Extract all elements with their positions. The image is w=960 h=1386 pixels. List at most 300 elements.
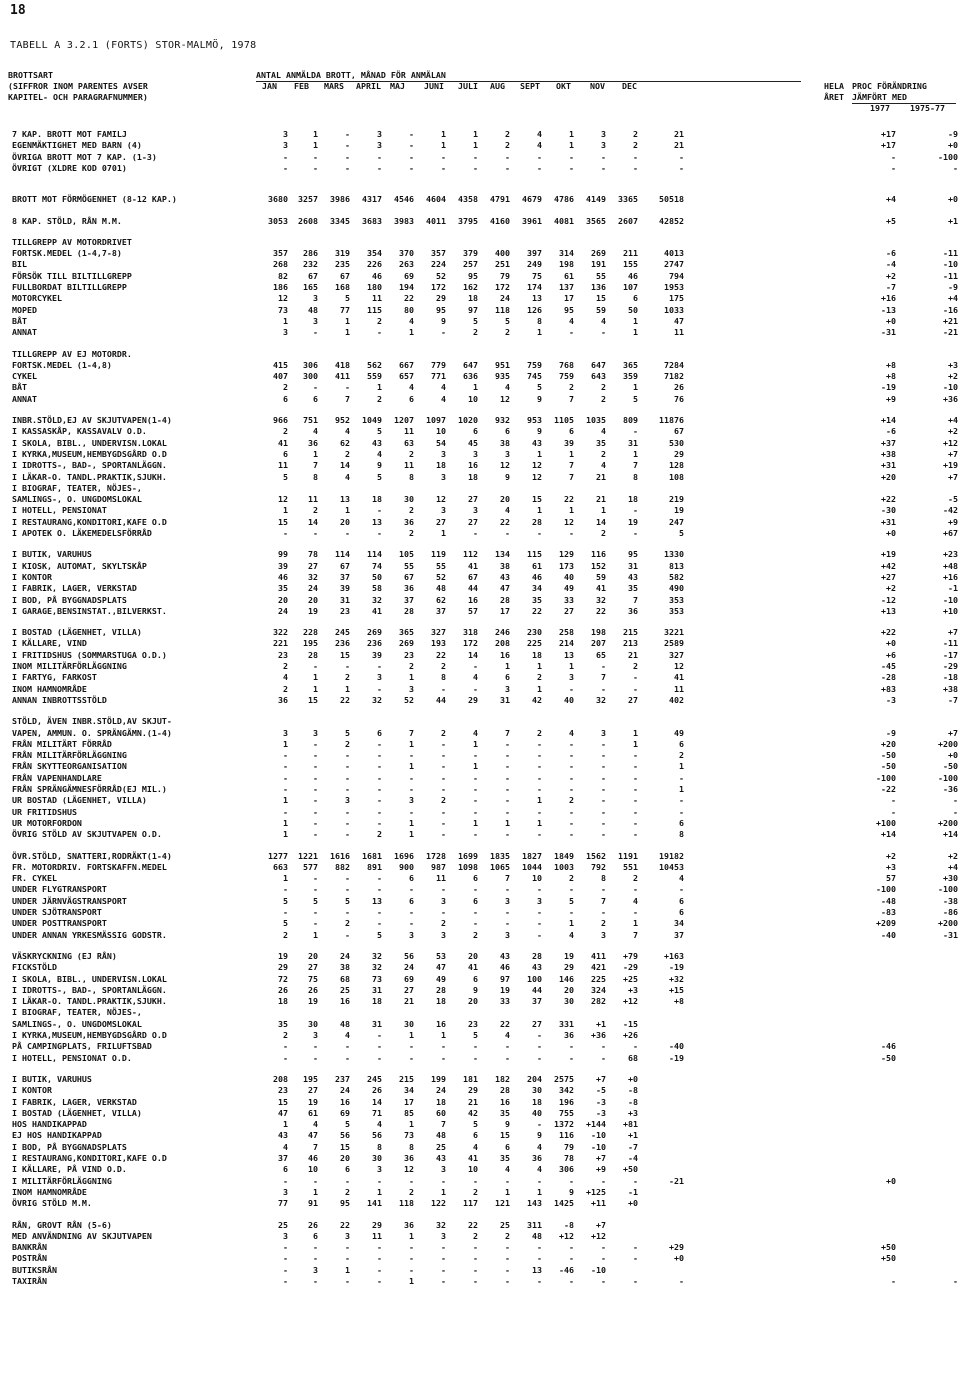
cell-col-9: 12	[532, 460, 542, 471]
cell-col-2: 10	[308, 1164, 318, 1175]
cell-col-15: -100	[938, 772, 958, 783]
cell-col-12: 215	[623, 627, 638, 638]
cell-col-1: 39	[278, 560, 288, 571]
cell-col-2: 228	[303, 627, 318, 638]
cell-col-10: 137	[559, 282, 574, 292]
cell-col-13: 1953	[664, 282, 684, 292]
cell-col-13: 2589	[664, 638, 684, 649]
cell-col-11: 2	[601, 382, 606, 393]
cell-col-7: 4	[473, 1141, 478, 1152]
cell-col-1: 3	[283, 727, 288, 738]
cell-col-9: 4679	[522, 194, 542, 205]
cell-col-4: 3	[377, 129, 382, 139]
cell-col-4: 58	[372, 583, 382, 594]
table-row	[0, 1241, 960, 1253]
cell-col-5: 370	[399, 248, 414, 259]
cell-col-15: +0	[948, 140, 958, 151]
cell-col-9: 27	[532, 1018, 542, 1029]
cell-col-3: -	[345, 806, 350, 817]
cell-col-1: 12	[278, 293, 288, 304]
cell-col-5: 36	[404, 583, 414, 594]
cell-col-3: 4	[345, 471, 350, 482]
cell-col-4: 14	[372, 1096, 382, 1107]
cell-col-9: 37	[532, 996, 542, 1007]
cell-col-8: 4160	[490, 215, 510, 226]
cell-col-13: 6	[679, 895, 684, 906]
cell-col-5: 52	[404, 694, 414, 705]
cell-col-4: -	[377, 1264, 382, 1275]
cell-col-8: 43	[500, 950, 510, 961]
table-row	[0, 973, 960, 985]
cell-col-2: -	[313, 817, 318, 828]
cell-col-14: -6	[886, 248, 896, 259]
cell-col-12: -	[633, 784, 638, 794]
cell-col-6: 3	[441, 448, 446, 459]
table-row	[0, 281, 960, 293]
cell-col-15: +2	[948, 371, 958, 382]
cell-col-2: 2608	[298, 215, 318, 226]
cell-col-3: 2	[345, 448, 350, 459]
row-label: BÅT	[12, 382, 27, 393]
cell-col-15: +23	[943, 549, 958, 560]
cell-col-10: -	[569, 1175, 574, 1186]
cell-col-15: +1	[948, 215, 958, 226]
row-label: TILLGREPP AV EJ MOTORDR.	[12, 348, 132, 359]
cell-col-11: 225	[591, 973, 606, 984]
cell-col-3: -	[345, 151, 350, 162]
cell-col-3: -	[345, 907, 350, 917]
row-label: I RESTAURANG,KONDITORI,KAFE O.D	[12, 516, 167, 527]
cell-col-8: 3	[505, 895, 510, 906]
cell-col-1: 663	[273, 861, 288, 872]
cell-col-8: -	[505, 829, 510, 840]
cell-col-10: 39	[564, 437, 574, 448]
cell-col-15: +48	[943, 560, 958, 571]
cell-col-8: 246	[495, 627, 510, 638]
cell-col-10: 4786	[554, 194, 574, 205]
cell-col-3: 16	[340, 1096, 350, 1107]
cell-col-14: +13	[881, 605, 896, 616]
cell-col-1: 11	[278, 460, 288, 471]
row-label: STÖLD, ÄVEN INBR.STÖLD,AV SKJUT-	[12, 716, 172, 727]
cell-col-7: 257	[463, 259, 478, 270]
cell-col-10: -8	[564, 1219, 574, 1230]
cell-col-4: 11	[372, 1230, 382, 1241]
cell-col-4: 32	[372, 594, 382, 605]
cell-col-14: -12	[881, 594, 896, 605]
cell-col-5: 3	[409, 795, 414, 806]
cell-col-9: 4	[537, 129, 542, 139]
cell-col-6: 55	[436, 560, 446, 571]
cell-col-6: -	[441, 907, 446, 917]
cell-col-8: 134	[495, 549, 510, 560]
cell-col-13: 11	[674, 683, 684, 694]
cell-col-12: -4	[628, 1153, 638, 1163]
cell-col-12: 50	[628, 304, 638, 315]
cell-col-3: 7	[345, 393, 350, 404]
cell-col-13: 26	[674, 382, 684, 393]
cell-col-2: 1	[313, 683, 318, 694]
cell-col-3: 411	[335, 371, 350, 382]
cell-col-14: -40	[881, 929, 896, 940]
cell-col-9: 9	[537, 426, 542, 437]
cell-col-10: -	[569, 327, 574, 338]
cell-col-7: 95	[468, 270, 478, 281]
cell-col-11: -	[601, 661, 606, 671]
cell-col-10: -	[569, 907, 574, 917]
cell-col-8: 16	[500, 1096, 510, 1107]
cell-col-8: -	[505, 1175, 510, 1186]
cell-col-7: 44	[468, 583, 478, 594]
cell-col-1: 268	[273, 259, 288, 270]
cell-col-13: 50518	[659, 194, 684, 205]
cell-col-9: 4	[537, 1141, 542, 1152]
cell-col-3: 1	[345, 505, 350, 516]
cell-col-6: 18	[436, 1096, 446, 1107]
cell-col-5: -	[409, 918, 414, 929]
cell-col-6: 10	[436, 426, 446, 437]
cell-col-12: 6	[633, 293, 638, 304]
cell-col-14: +8	[886, 359, 896, 370]
cell-col-6: -	[441, 784, 446, 794]
cell-col-4: 9	[377, 460, 382, 471]
cell-col-10: 7	[569, 393, 574, 404]
header-left-line: (SIFFROR INOM PARENTES AVSER	[8, 81, 148, 91]
cell-col-9: 4	[537, 140, 542, 151]
cell-col-4: -	[377, 738, 382, 749]
cell-col-8: 4791	[490, 194, 510, 205]
cell-col-7: 18	[468, 293, 478, 304]
table-row	[0, 1029, 960, 1041]
row-label: I GARAGE,BENSINSTAT.,BILVERKST.	[12, 605, 167, 616]
cell-col-1: -	[283, 162, 288, 173]
cell-col-11: +144	[586, 1119, 606, 1130]
cell-col-14: +100	[876, 817, 896, 828]
cell-col-6: -	[441, 1242, 446, 1253]
cell-col-5: -	[409, 784, 414, 794]
row-label: MOTORCYKEL	[12, 293, 62, 304]
cell-col-3: 16	[340, 996, 350, 1007]
cell-col-6: 224	[431, 259, 446, 270]
cell-col-13: 2	[679, 750, 684, 761]
cell-col-9: 100	[527, 973, 542, 984]
cell-col-9: 204	[527, 1073, 542, 1084]
cell-col-15: +4	[948, 861, 958, 872]
cell-col-8: 35	[500, 1107, 510, 1118]
cell-col-3: 2	[345, 918, 350, 929]
cell-col-6: 122	[431, 1198, 446, 1209]
cell-col-15: +19	[943, 460, 958, 471]
cell-col-13: 219	[669, 494, 684, 505]
cell-col-13: -19	[669, 1052, 684, 1063]
cell-col-8: 2	[505, 129, 510, 139]
table-row	[0, 906, 960, 918]
cell-col-1: 1	[283, 829, 288, 840]
cell-col-2: 11	[308, 494, 318, 505]
cell-col-10: -	[569, 1041, 574, 1052]
cell-col-1: 47	[278, 1107, 288, 1118]
cell-col-7: -	[473, 907, 478, 917]
cell-col-6: 4011	[426, 215, 446, 226]
cell-col-7: 2	[473, 1230, 478, 1241]
cell-col-10: 1	[569, 918, 574, 929]
cell-col-4: 180	[367, 282, 382, 292]
cell-col-8: -	[505, 1041, 510, 1052]
cell-col-15: -1	[948, 583, 958, 594]
cell-col-2: 19	[308, 1096, 318, 1107]
cell-col-11: 32	[596, 694, 606, 705]
cell-col-3: 5	[345, 293, 350, 304]
cell-col-12: -8	[628, 1085, 638, 1096]
cell-col-3: 1616	[330, 850, 350, 861]
cell-col-15: -10	[943, 259, 958, 270]
cell-col-11: 3	[601, 727, 606, 738]
cell-col-10: 27	[564, 605, 574, 616]
cell-col-8: 2	[505, 327, 510, 338]
cell-col-13: 1033	[664, 304, 684, 315]
cell-col-14: -50	[881, 750, 896, 761]
cell-col-12: -	[633, 907, 638, 917]
cell-col-5: 8	[409, 1141, 414, 1152]
cell-col-15: -	[953, 162, 958, 173]
cell-col-9: 10	[532, 873, 542, 884]
row-label: MED ANVÄNDNING AV SKJUTVAPEN	[12, 1230, 152, 1241]
cell-col-5: 105	[399, 549, 414, 560]
table-row	[0, 315, 960, 327]
table-row	[0, 950, 960, 962]
cell-col-2: 75	[308, 973, 318, 984]
cell-col-1: 2	[283, 426, 288, 437]
row-label: BÅT	[12, 315, 27, 326]
cell-col-6: 95	[436, 304, 446, 315]
cell-col-12: 2607	[618, 215, 638, 226]
table-row	[0, 1141, 960, 1153]
cell-col-15: -18	[943, 672, 958, 683]
table-row	[0, 1073, 960, 1085]
cell-col-11: 282	[591, 996, 606, 1007]
cell-col-13: 19	[674, 505, 684, 516]
cell-col-1: 1	[283, 873, 288, 884]
cell-col-12: -	[633, 761, 638, 772]
cell-col-6: 49	[436, 973, 446, 984]
cell-col-14: +6	[886, 649, 896, 660]
cell-col-10: -	[569, 772, 574, 783]
cell-col-4: 269	[367, 627, 382, 638]
cell-col-7: 41	[468, 560, 478, 571]
cell-col-12: 2	[633, 661, 638, 671]
cell-col-1: 29	[278, 962, 288, 973]
cell-col-14: +19	[881, 549, 896, 560]
cell-col-10: 22	[564, 494, 574, 505]
cell-col-10: -	[569, 162, 574, 173]
cell-col-2: 78	[308, 549, 318, 560]
cell-col-5: 36	[404, 1219, 414, 1230]
cell-col-10: 40	[564, 694, 574, 705]
row-label: I KASSASKÅP, KASSAVALV O.D.	[12, 426, 147, 437]
cell-col-10: 4	[569, 315, 574, 326]
cell-col-5: 69	[404, 270, 414, 281]
cell-col-4: 114	[367, 549, 382, 560]
cell-col-11: 41	[596, 583, 606, 594]
cell-col-8: 24	[500, 293, 510, 304]
cell-col-2: 1	[313, 129, 318, 139]
cell-col-5: 1	[409, 672, 414, 683]
table-row	[0, 437, 960, 449]
cell-col-1: -	[283, 1041, 288, 1052]
cell-col-11: 2	[601, 448, 606, 459]
cell-col-14: -100	[876, 772, 896, 783]
table-row	[0, 162, 960, 174]
cell-col-8: -	[505, 1052, 510, 1063]
cell-col-1: 6	[283, 1164, 288, 1175]
cell-col-8: 47	[500, 583, 510, 594]
cell-col-3: -	[345, 784, 350, 794]
cell-col-12: 1	[633, 918, 638, 929]
row-label: I KÄLLARE, VIND	[12, 638, 87, 649]
cell-col-8: 38	[500, 560, 510, 571]
cell-col-9: -	[537, 1119, 542, 1130]
cell-col-5: 37	[404, 594, 414, 605]
cell-col-4: 11	[372, 293, 382, 304]
cell-col-15: -16	[943, 304, 958, 315]
cell-col-8: 1	[505, 1186, 510, 1197]
table-row	[0, 671, 960, 683]
row-label: I BIOGRAF, TEATER, NÖJES-,	[12, 1007, 142, 1018]
cell-col-6: 18	[436, 996, 446, 1007]
cell-col-15: +7	[948, 627, 958, 638]
cell-col-10: -	[569, 829, 574, 840]
cell-col-2: 28	[308, 649, 318, 660]
cell-col-15: -5	[948, 494, 958, 505]
cell-col-5: 2	[409, 1186, 414, 1197]
cell-col-6: -	[441, 1175, 446, 1186]
cell-col-12: -	[633, 1276, 638, 1286]
cell-col-10: 20	[564, 984, 574, 995]
row-label: INOM HAMNOMRÅDE	[12, 683, 87, 694]
cell-col-1: 26	[278, 984, 288, 995]
cell-col-12: -	[633, 162, 638, 173]
cell-col-8: 1	[505, 661, 510, 671]
cell-col-9: -	[537, 1175, 542, 1186]
cell-col-1: -	[283, 1276, 288, 1286]
cell-col-4: 3	[377, 140, 382, 151]
cell-col-12: 21	[628, 649, 638, 660]
table-row	[0, 917, 960, 929]
cell-col-7: -	[473, 772, 478, 783]
header-change-line: JÄMFÖRT MED	[852, 92, 907, 102]
cell-col-5: 1	[409, 1030, 414, 1040]
cell-col-4: 5	[377, 426, 382, 437]
cell-col-4: 29	[372, 1219, 382, 1230]
cell-col-11: 1562	[586, 850, 606, 861]
cell-col-13: +15	[669, 984, 684, 995]
cell-col-8: 3	[505, 683, 510, 694]
cell-col-4: 32	[372, 962, 382, 973]
cell-col-11: -	[601, 772, 606, 783]
cell-col-4: 4	[377, 448, 382, 459]
cell-col-2: -	[313, 661, 318, 671]
cell-col-10: -	[569, 1253, 574, 1264]
cell-col-5: 12	[404, 1164, 414, 1175]
cell-col-9: 115	[527, 549, 542, 560]
cell-col-11: -3	[596, 1107, 606, 1118]
cell-col-3: 4	[345, 426, 350, 437]
cell-col-7: 1	[473, 738, 478, 749]
cell-col-5: 1696	[394, 850, 414, 861]
cell-col-1: 208	[273, 1073, 288, 1084]
cell-col-3: 31	[340, 594, 350, 605]
month-header-juli: JULI	[458, 81, 478, 91]
cell-col-11: -10	[591, 1141, 606, 1152]
cell-col-15: -9	[948, 129, 958, 139]
month-header-april: APRIL	[356, 81, 381, 91]
cell-col-8: -	[505, 918, 510, 929]
cell-col-15: -	[953, 795, 958, 806]
cell-col-12: 211	[623, 248, 638, 259]
cell-col-13: -	[679, 884, 684, 895]
cell-col-10: 1372	[554, 1119, 574, 1130]
cell-col-9: 40	[532, 1107, 542, 1118]
cell-col-12: -	[633, 817, 638, 828]
table-row	[0, 828, 960, 840]
cell-col-9: -	[537, 1030, 542, 1040]
cell-col-12: -	[633, 151, 638, 162]
table-row	[0, 236, 960, 248]
cell-col-9: 1	[537, 448, 542, 459]
cell-col-4: -	[377, 1253, 382, 1264]
cell-col-15: -7	[948, 694, 958, 705]
cell-col-2: 300	[303, 371, 318, 382]
cell-col-15: +12	[943, 437, 958, 448]
row-label: UR MOTORFORDON	[12, 817, 82, 828]
cell-col-1: 1	[283, 505, 288, 516]
cell-col-15: +4	[948, 415, 958, 425]
header-change-year-1975-77: 1975-77	[910, 103, 945, 113]
cell-col-3: -	[345, 1242, 350, 1253]
cell-col-14: -	[891, 151, 896, 162]
cell-col-2: 1221	[298, 850, 318, 861]
row-label: I HOTELL, PENSIONAT	[12, 505, 107, 516]
cell-col-4: 41	[372, 605, 382, 616]
cell-col-11: -	[601, 795, 606, 806]
cell-col-14: -3	[886, 694, 896, 705]
cell-col-8: 19	[500, 984, 510, 995]
cell-col-9: 3961	[522, 215, 542, 226]
cell-col-7: -	[473, 829, 478, 840]
cell-col-9: 61	[532, 560, 542, 571]
cell-col-1: 221	[273, 638, 288, 649]
cell-col-1: 23	[278, 1085, 288, 1096]
cell-col-12: -	[633, 750, 638, 761]
cell-col-2: 1	[313, 448, 318, 459]
cell-col-8: -	[505, 1253, 510, 1264]
cell-col-10: 5	[569, 895, 574, 906]
row-label: UR BOSTAD (LÄGENHET, VILLA)	[12, 795, 147, 806]
cell-col-7: 379	[463, 248, 478, 259]
cell-col-14: -83	[881, 907, 896, 917]
cell-col-6: 24	[436, 1085, 446, 1096]
cell-col-3: 20	[340, 516, 350, 527]
cell-col-9: 143	[527, 1198, 542, 1209]
cell-col-4: -	[377, 784, 382, 794]
cell-col-9: 42	[532, 694, 542, 705]
cell-col-14: -48	[881, 895, 896, 906]
cell-col-8: 79	[500, 270, 510, 281]
row-label: HOS HANDIKAPPAD	[12, 1119, 87, 1130]
cell-col-4: -	[377, 1175, 382, 1186]
cell-col-9: -	[537, 761, 542, 772]
cell-col-15: +10	[943, 605, 958, 616]
